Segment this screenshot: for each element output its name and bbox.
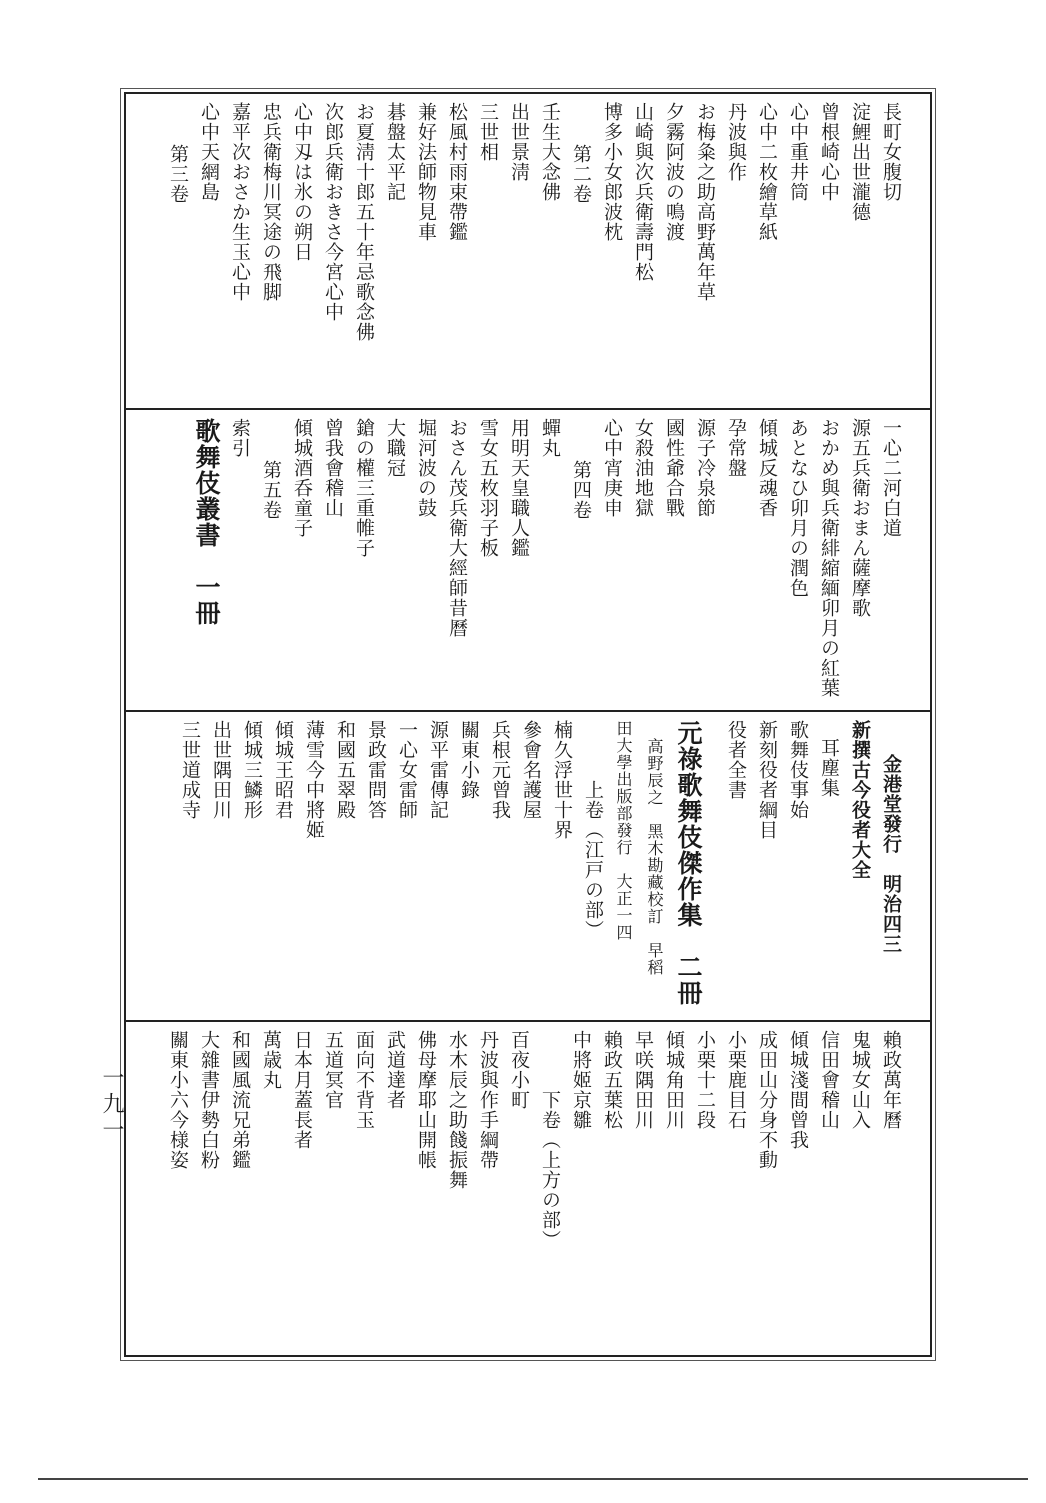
title-entry: 鎗の權三重帷子 — [353, 418, 375, 558]
title-entry: 女殺油地獄 — [632, 418, 654, 518]
title-entry: 元祿歌舞伎傑作集 二冊 — [674, 720, 703, 1006]
page-number: 一九一 — [99, 1066, 124, 1144]
title-entry: 蟬丸 — [539, 418, 561, 458]
title-entry: 第四卷 — [570, 460, 592, 520]
title-entry: 淀鯉出世瀧德 — [849, 102, 871, 222]
title-entry: 參會名護屋 — [520, 720, 542, 820]
title-entry: 三世相 — [477, 102, 499, 162]
title-entry: 丹波與作手綱帶 — [477, 1030, 499, 1170]
title-entry: 一心二河白道 — [880, 418, 902, 538]
title-entry: 心中天網島 — [198, 102, 220, 202]
tier-1-columns — [162, 102, 906, 342]
title-entry: 兼好法師物見車 — [415, 102, 437, 242]
title-entry: 役者全書 — [725, 720, 747, 800]
title-entry: 日本月蓋長者 — [291, 1030, 313, 1150]
title-entry: 水木辰之助餞振舞 — [446, 1030, 468, 1190]
title-entry: 金港堂發行 明治四三 — [880, 754, 902, 954]
title-entry: 山崎與次兵衛壽門松 — [632, 102, 654, 282]
title-entry: 傾城王昭君 — [272, 720, 294, 820]
title-entry: 關東小六今様姿 — [167, 1030, 189, 1170]
title-entry: 出世景淸 — [508, 102, 530, 182]
title-entry: 源五兵衛おまん薩摩歌 — [849, 418, 871, 618]
title-entry: 上卷（江戸の部） — [582, 780, 604, 940]
title-entry: 丹波與作 — [725, 102, 747, 182]
title-entry: 心中宵庚申 — [601, 418, 623, 518]
title-entry: 田大學出版部發行 大正一四 — [614, 720, 633, 941]
tier-2 — [124, 410, 932, 710]
title-entry: 武道達者 — [384, 1030, 406, 1110]
bottom-rule — [38, 1478, 1028, 1480]
tier-4 — [124, 1022, 932, 1355]
title-entry: 關東小錄 — [458, 720, 480, 800]
title-entry: 傾城角田川 — [663, 1030, 685, 1130]
title-entry: 孕常盤 — [725, 418, 747, 478]
title-entry: 下卷（上方の部） — [539, 1090, 561, 1250]
title-entry: 傾城反魂香 — [756, 418, 778, 518]
title-entry: 國性爺合戰 — [663, 418, 685, 518]
title-entry: 景政雷問答 — [365, 720, 387, 820]
title-entry: 心中二枚繪草紙 — [756, 102, 778, 242]
title-entry: 面向不背玉 — [353, 1030, 375, 1130]
title-entry: 次郎兵衛おきさ今宮心中 — [322, 102, 344, 322]
title-entry: 傾城淺間曾我 — [787, 1030, 809, 1150]
title-entry: 歌舞伎叢書 一冊 — [192, 418, 221, 626]
title-entry: 三世道成寺 — [179, 720, 201, 820]
title-entry: 耳塵集 — [818, 738, 840, 798]
title-entry: 萬歳丸 — [260, 1030, 282, 1090]
title-entry: 第五卷 — [260, 460, 282, 520]
title-entry: 曾根崎心中 — [818, 102, 840, 202]
title-entry: 小栗十二段 — [694, 1030, 716, 1130]
title-entry: 用明天皇職人鑑 — [508, 418, 530, 558]
title-entry: 忠兵衛梅川冥途の飛脚 — [260, 102, 282, 302]
title-entry: 第三卷 — [167, 144, 189, 204]
title-entry: 博多小女郎波枕 — [601, 102, 623, 242]
title-entry: 賴政萬年曆 — [880, 1030, 902, 1130]
title-entry: 心中刄は氷の朔日 — [291, 102, 313, 262]
title-entry: 堀河波の鼓 — [415, 418, 437, 518]
title-entry: 壬生大念佛 — [539, 102, 561, 202]
title-entry: 心中重井筒 — [787, 102, 809, 202]
title-entry: 夕霧阿波の鳴渡 — [663, 102, 685, 242]
title-entry: お梅粂之助高野萬年草 — [694, 102, 716, 302]
title-entry: 佛母摩耶山開帳 — [415, 1030, 437, 1170]
title-entry: 薄雪今中將姬 — [303, 720, 325, 840]
title-entry: 高野辰之 黑木勘藏校訂 早稻 — [645, 738, 664, 976]
title-entry: 新撰古今役者大全 — [849, 720, 871, 880]
tier-4-columns — [162, 1030, 906, 1250]
tier-3-columns — [174, 720, 906, 1006]
title-entry: 賴政五葉松 — [601, 1030, 623, 1130]
title-entry: 百夜小町 — [508, 1030, 530, 1110]
title-entry: 成田山分身不動 — [756, 1030, 778, 1170]
title-entry: 中將姬京雛 — [570, 1030, 592, 1130]
title-entry: 傾城三鱗形 — [241, 720, 263, 820]
title-entry: 新刻役者綱目 — [756, 720, 778, 840]
title-entry: おかめ與兵衛緋縮緬卯月の紅葉 — [818, 418, 840, 698]
tier-2-columns — [188, 418, 906, 698]
title-entry: 碁盤太平記 — [384, 102, 406, 202]
tier-1 — [124, 94, 932, 408]
title-entry: 出世隅田川 — [210, 720, 232, 820]
title-entry: 歌舞伎事始 — [787, 720, 809, 820]
title-entry: 第二卷 — [570, 144, 592, 204]
title-entry: 兵根元曾我 — [489, 720, 511, 820]
title-entry: 雪女五枚羽子板 — [477, 418, 499, 558]
title-entry: 和國五翠殿 — [334, 720, 356, 820]
title-entry: 信田會稽山 — [818, 1030, 840, 1130]
title-entry: おさん茂兵衛大經師昔曆 — [446, 418, 468, 638]
title-entry: 索引 — [229, 418, 251, 458]
title-entry: 源平雷傳記 — [427, 720, 449, 820]
title-entry: 曾我會稽山 — [322, 418, 344, 518]
title-entry: 松風村雨束帶鑑 — [446, 102, 468, 242]
title-entry: 大雜書伊勢白粉 — [198, 1030, 220, 1170]
title-entry: 小栗鹿目石 — [725, 1030, 747, 1130]
title-entry: 早咲隅田川 — [632, 1030, 654, 1130]
title-entry: 傾城酒呑童子 — [291, 418, 313, 538]
title-entry: 長町女腹切 — [880, 102, 902, 202]
title-entry: 鬼城女山入 — [849, 1030, 871, 1130]
title-entry — [706, 720, 720, 1006]
title-entry: 楠久浮世十界 — [551, 720, 573, 840]
title-entry: 嘉平次おさか生玉心中 — [229, 102, 251, 302]
title-entry: お夏淸十郎五十年忌歌念佛 — [353, 102, 375, 342]
title-entry: 一心女雷師 — [396, 720, 418, 820]
title-entry: あとなひ卯月の潤色 — [787, 418, 809, 598]
title-entry: 大職冠 — [384, 418, 406, 478]
title-entry: 和國風流兄弟鑑 — [229, 1030, 251, 1170]
title-entry: 源子冷泉節 — [694, 418, 716, 518]
tier-3 — [124, 712, 932, 1020]
title-entry: 五道冥官 — [322, 1030, 344, 1110]
